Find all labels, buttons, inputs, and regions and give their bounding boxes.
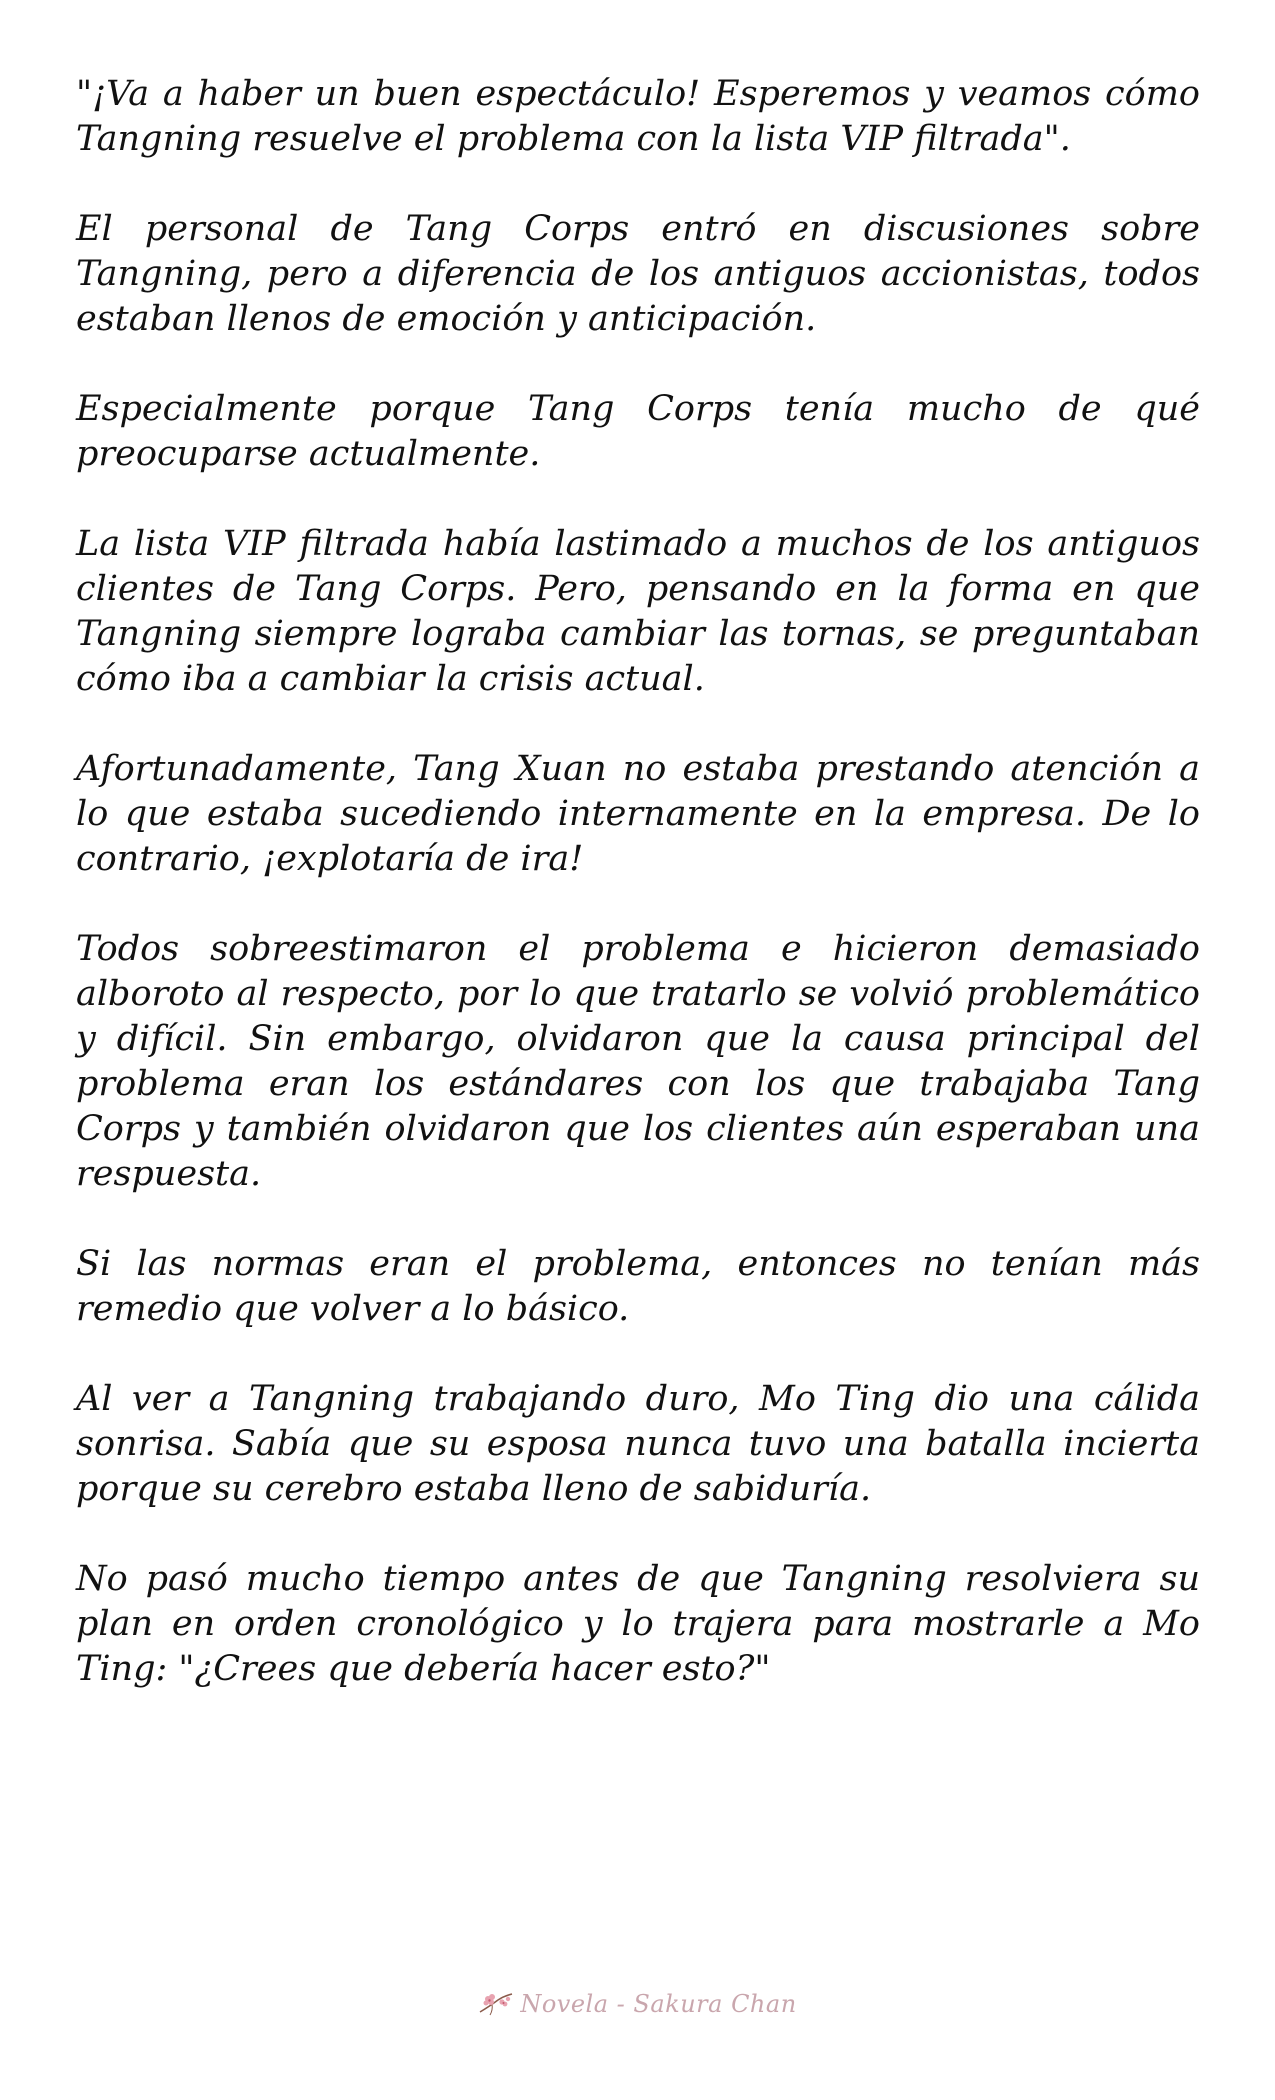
document-body — [76, 72, 1200, 1737]
watermark-text: Novela - Sakura Chan — [520, 1990, 797, 2018]
paragraph-4: La lista VIP filtrada había lastimado a muchos de los antiguos clientes de Tang Corps. Pero, pensando en la forma en que Tangning siempre lograba cambiar las tornas, se preguntaban cómo iba a cambiar la crisis actual. — [76, 524, 1200, 699]
paragraph-7: Si las normas eran el problema, entonces no tenían más remedio que volver a lo básico. — [76, 1244, 1200, 1329]
paragraph-6: Todos sobreestimaron el problema e hicieron demasiado alboroto al respecto, por lo que tratarlo se volvió problemático y difícil. Sin embargo, olvidaron que la causa principal del problema eran los estándares con los que trabajaba Tang Corps y también olvidaron que los clientes aún esperaban una respuesta. — [76, 929, 1200, 1194]
paragraph-8: Al ver a Tangning trabajando duro, Mo Ting dio una cálida sonrisa. Sabía que su esposa nunca tuvo una batalla incierta porque su cerebro estaba lleno de sabiduría. — [76, 1379, 1200, 1509]
cherry-blossom-icon — [478, 1990, 514, 2018]
paragraph-1: "¡Va a haber un buen espectáculo! Esperemos y veamos cómo Tangning resuelve el problema con la lista VIP filtrada". — [76, 74, 1200, 159]
paragraph-9: No pasó mucho tiempo antes de que Tangning resolviera su plan en orden cronológico y lo trajera para mostrarle a Mo Ting: "¿Crees que debería hacer esto?" — [76, 1559, 1200, 1689]
footer-watermark — [0, 1990, 1275, 2018]
paragraph-5: Afortunadamente, Tang Xuan no estaba prestando atención a lo que estaba sucediendo internamente en la empresa. De lo contrario, ¡explotaría de ira! — [76, 749, 1200, 879]
paragraph-2: El personal de Tang Corps entró en discusiones sobre Tangning, pero a diferencia de los antiguos accionistas, todos estaban llenos de emoción y anticipación. — [76, 209, 1200, 339]
paragraph-3: Especialmente porque Tang Corps tenía mucho de qué preocuparse actualmente. — [76, 389, 1200, 474]
